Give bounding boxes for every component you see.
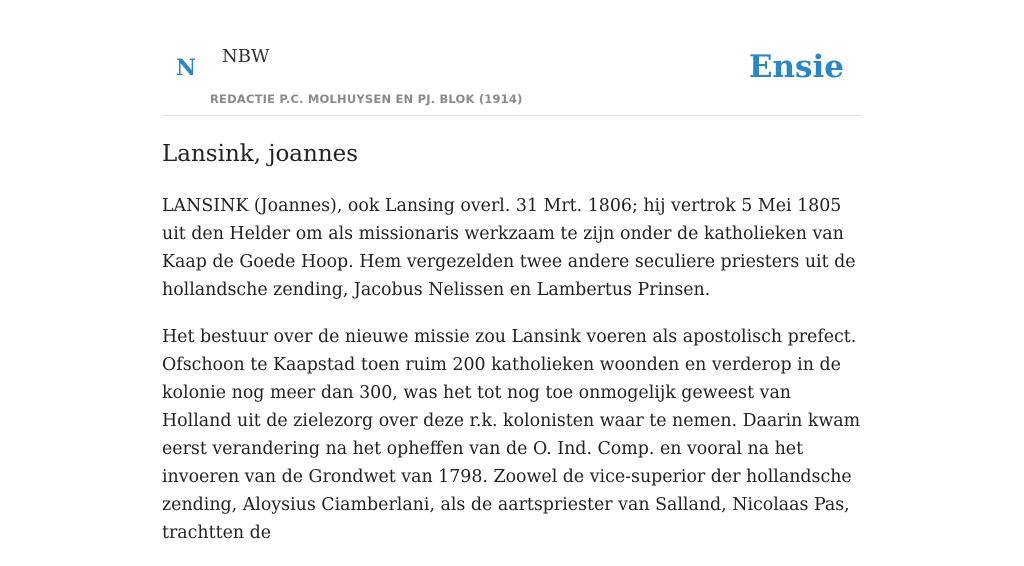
source-name-link[interactable]: NBW: [222, 46, 270, 67]
article-paragraph: Het bestuur over de nieuwe missie zou Lansink voeren als apostolisch prefect. Ofschoon te Kaapstad toen ruim 200 katholieken woonden en verderop in de kolonie nog meer dan 300, was het tot nog toe onmogelijk geweest van Holland uit de zielezorg over deze r.k. kolonisten waar te nemen. Daarin kwam eerst verandering na het opheffen van de O. Ind. Comp. en vooral na het invoeren van de Grondwet van 1798. Zoowel de vice-superior der hollandsche zending, Aloysius Ciamberlani, als de aartspriester van Salland, Nicolaas Pas, trachtten de: [162, 327, 861, 543]
ensie-brand-logo[interactable]: Ensie: [748, 49, 844, 85]
article-title: Lansink, joannes: [162, 141, 359, 167]
source-header: [162, 30, 862, 116]
source-logo: N: [176, 55, 197, 81]
article-paragraph: LANSINK (Joannes), ook Lansing overl. 31 Mrt. 1806; hij vertrok 5 Mei 1805 uit den Helder om als missionaris werkzaam te zijn onder de katholieken van Kaap de Goede Hoop. Hem vergezelden twee andere seculiere priesters uit de hollandsche zending, Jacobus Nelissen en Lambertus Prinsen.: [162, 196, 856, 300]
source-subtitle: REDACTIE P.C. MOLHUYSEN EN PJ. BLOK (1914): [210, 92, 523, 106]
article-body: [162, 192, 864, 566]
